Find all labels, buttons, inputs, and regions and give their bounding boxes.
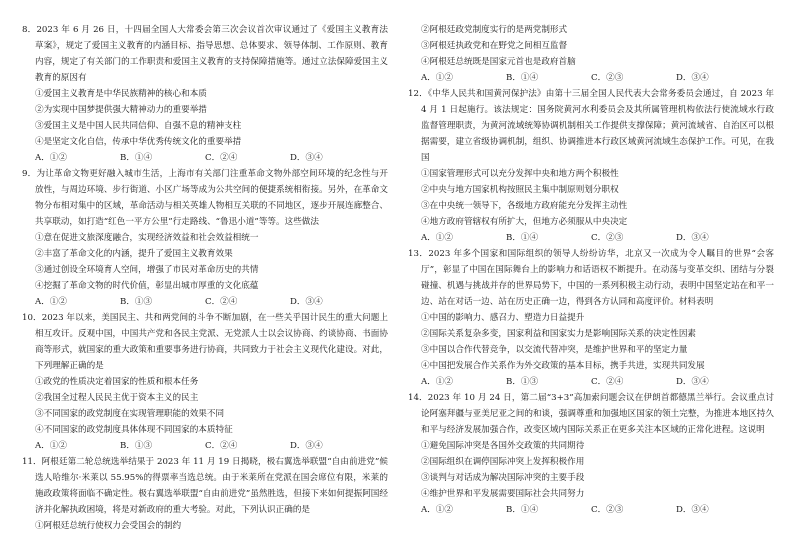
question-stem-text: 2023 年 6 月 26 日，十四届全国人大常委会第三次会议首次审议通过了《爱国主义教育法草案》，规定了爱国主义教育的内涵目标、指导思想、总体要求、领导体制、工作原则、教育内容，规定了有关部门的工作职责和爱国主义教育的支持保障措施等。通过立法保障爱国主义教育的原因有: [35, 25, 388, 83]
option-item: ①避免国际冲突是各国外交政策的共同期待: [421, 441, 585, 451]
question-number: 13．: [408, 249, 429, 259]
option-item: ②国际关系复杂多变，国家利益和国家实力是影响国际关系的决定性因素: [421, 329, 697, 339]
choice-a: A．①②: [421, 73, 453, 83]
option-item: ④是坚定文化自信，传承中华优秀传统文化的重要举措: [35, 137, 242, 147]
choice-b: B．①④: [120, 153, 153, 163]
option-item: ④地方政府管辖权有所扩大，但地方必须服从中央决定: [421, 217, 628, 227]
choice-d: D．③④: [676, 505, 709, 515]
option-item: ③中国以合作代替竞争，以交流代替冲突，是维护世界和平的坚定力量: [421, 345, 688, 355]
question-stem: [408, 86, 774, 166]
option-item: ②我国全过程人民民主优于资本主义的民主: [35, 393, 199, 403]
question-stem-text: 阿根廷第二轮总统选举结果于 2023 年 11 月 19 日揭晓，极右翼选举联盟“自由前进党”候选人哈维尔·米莱以 55.95%的得票率当选总统。由于米莱所在党派在国会席位有限，米莱的施政政策将面临不确定性。极右翼选举联盟“自由前进党”虽然胜选，但接下来如何提振阿国经济并化解执政困境，将是对新政府的重大考验。对此，下列认识正确的是: [35, 457, 388, 515]
option-item: ③在中央统一领导下，各级地方政府能充分发挥主动性: [421, 201, 628, 211]
option-item: ③阿根廷执政党和在野党之间相互监督: [421, 41, 568, 51]
choice-a: A．①②: [421, 377, 453, 387]
question-number: 11．: [22, 457, 42, 467]
option-item: ④中国把发展合作关系作为外交政策的基本目标，携手共进，实现共同发展: [421, 361, 705, 371]
question-9: [22, 166, 388, 310]
option-item: ④不同国家的政党制度具体体现不同国家的本质特征: [35, 425, 233, 435]
question-14: [408, 390, 774, 518]
question-stem-text: 2023 年多个国家和国际组织的领导人纷纷访华，北京又一次成为令人瞩目的世界“会客厅”，彰显了中国在国际舞台上的影响力和话语权不断提升。在动荡与变革交织、团结与分裂碰撞、机遇与挑战并存的世界局势下，中国的一系列积极主动行动，表明中国坚定站在和平一边、站在对话一边、站在历史正确一边，得到各方认同和高度评价。材料表明: [421, 249, 775, 307]
option-item: ①国家管理形式可以充分发挥中央和地方两个积极性: [421, 169, 619, 179]
choice-a: A．①②: [421, 505, 453, 515]
question-11-continued: [408, 22, 774, 86]
option-item: ④挖掘了革命文物的时代价值，彰显出城市厚重的文化底蕴: [35, 281, 259, 291]
answer-choices: [421, 502, 774, 518]
question-13: [408, 246, 774, 390]
option-item: ④维护世界和平发展需要国际社会共同努力: [421, 489, 585, 499]
choice-a: A．①②: [421, 233, 453, 243]
choice-c: C．②④: [591, 377, 624, 387]
option-item: ②阿根廷政党制度实行的是两党制形式: [421, 25, 568, 35]
choice-c: C．②④: [205, 297, 238, 307]
question-number: 12．: [408, 89, 428, 99]
choice-d: D．③④: [290, 297, 323, 307]
option-item: ①意在促进文旅深度融合，实现经济效益和社会效益相统一: [35, 233, 259, 243]
option-item: ①政党的性质决定着国家的性质和根本任务: [35, 377, 199, 387]
option-item: ①阿根廷总统行使权力会受国会的制约: [35, 521, 182, 531]
choice-d: D．③④: [290, 153, 323, 163]
question-11: [22, 454, 388, 534]
question-12: [408, 86, 774, 246]
answer-choices: [421, 374, 774, 390]
option-item: ①中国的影响力、感召力、塑造力日益提升: [421, 313, 585, 323]
question-stem: [22, 454, 388, 518]
choice-d: D．③④: [676, 377, 709, 387]
question-number: 8．: [22, 25, 37, 35]
answer-choices: [421, 230, 774, 246]
question-8: [22, 22, 388, 166]
option-item: ②为实现中国梦提供强大精神动力的重要举措: [35, 105, 207, 115]
choice-c: C．②④: [205, 153, 238, 163]
question-number: 9．: [22, 169, 37, 179]
choice-c: C．②③: [591, 73, 624, 83]
choice-c: C．②③: [591, 233, 624, 243]
question-stem-text: 《中华人民共和国黄河保护法》由第十三届全国人民代表大会常务委员会通过，自 2023 年 4 月 1 日起施行。该法规定：国务院黄河水利委员会及其所属管理机构依法行使流域水行政监督管理职责，为黄河流域统筹协调机制相关工作提供支撑保障；黄河流域省、自治区可以根据需要，建立省级协调机制，组织、协调推进本行政区域黄河流域生态保护工作。可见，在我国: [421, 89, 774, 163]
answer-choices: [35, 438, 388, 454]
question-stem: [408, 246, 775, 310]
question-stem: [22, 310, 388, 374]
answer-choices: [421, 70, 774, 86]
choice-d: D．③④: [676, 73, 709, 83]
question-stem: [22, 22, 388, 86]
choice-d: D．③④: [676, 233, 709, 243]
option-item: ②丰富了革命文化的内涵，提升了爱国主义教育效果: [35, 249, 233, 259]
question-10: [22, 310, 388, 454]
question-stem: [408, 390, 774, 438]
answer-choices: [35, 294, 388, 310]
choice-a: A．①②: [35, 297, 67, 307]
choice-b: B．①④: [506, 233, 539, 243]
choice-c: C．②③: [591, 505, 624, 515]
question-stem-text: 为让革命文物更好融入城市生活，上海市有关部门注重革命文物外部空间环境的纪念性与开放性，与周边环境、步行街道、小区广场等成为公共空间的便捷系统相衔接。另外，在革命文物分布相对集中的区域，革命活动与相关英雄人物相互关联的不同地区，逐步开展连廊整合、共享联动，如打造“红色一平方公里”行走路线、“鲁迅小道”等等。这些做法: [35, 169, 388, 227]
option-item: ②国际组织在调停国际冲突上发挥积极作用: [421, 457, 585, 467]
left-column: [22, 22, 388, 534]
option-item: ③通过创设全环境育人空间，增强了市民对革命历史的共情: [35, 265, 259, 275]
option-item: ④阿根廷总统既是国家元首也是政府首脑: [421, 57, 576, 67]
option-item: ③不同国家的政党制度在实现管理职能的效果不同: [35, 409, 225, 419]
choice-a: A．①②: [35, 441, 67, 451]
question-number: 14．: [408, 393, 428, 403]
option-item: ③爱国主义是中国人民共同信仰、自强不息的精神支柱: [35, 121, 242, 131]
choice-c: C．②④: [205, 441, 238, 451]
choice-b: B．①④: [506, 505, 539, 515]
option-item: ③谈判与对话成为解决国际冲突的主要手段: [421, 473, 585, 483]
choice-d: D．③④: [290, 441, 323, 451]
question-stem: [22, 166, 388, 230]
choice-b: B．①③: [120, 441, 153, 451]
option-item: ①爱国主义教育是中华民族精神的核心和本质: [35, 89, 207, 99]
option-item: ②中央与地方国家机构按照民主集中制原则划分职权: [421, 185, 619, 195]
choice-b: B．①③: [506, 377, 539, 387]
choice-b: B．①③: [120, 297, 153, 307]
question-stem-text: 2023 年以来，美国民主、共和两党间的斗争不断加剧，在一些关乎国计民生的重大问题上相互攻讦。反观中国，中国共产党和各民主党派、无党派人士以会议协商、约谈协商、书面协商等形式，就国家的重大政策和重要事务进行协商，共同致力于社会主义现代化建设。对此，下列理解正确的是: [35, 313, 388, 371]
choice-a: A．①②: [35, 153, 67, 163]
right-column: [408, 22, 774, 518]
question-stem-text: 2023 年 10 月 24 日，第二届“3+3”高加索问题会议在伊朗首都德黑兰举行。会议重点讨论阿塞拜疆与亚美尼亚之间的和谈，强调尊重和加强地区国家的领土完整，为推进本地区持久和平与经济发展加强合作，改变区域内国际关系正在更多关注本区域的正常化进程。这说明: [421, 393, 774, 435]
question-number: 10．: [22, 313, 42, 323]
answer-choices: [35, 150, 388, 166]
choice-b: B．①④: [506, 73, 539, 83]
